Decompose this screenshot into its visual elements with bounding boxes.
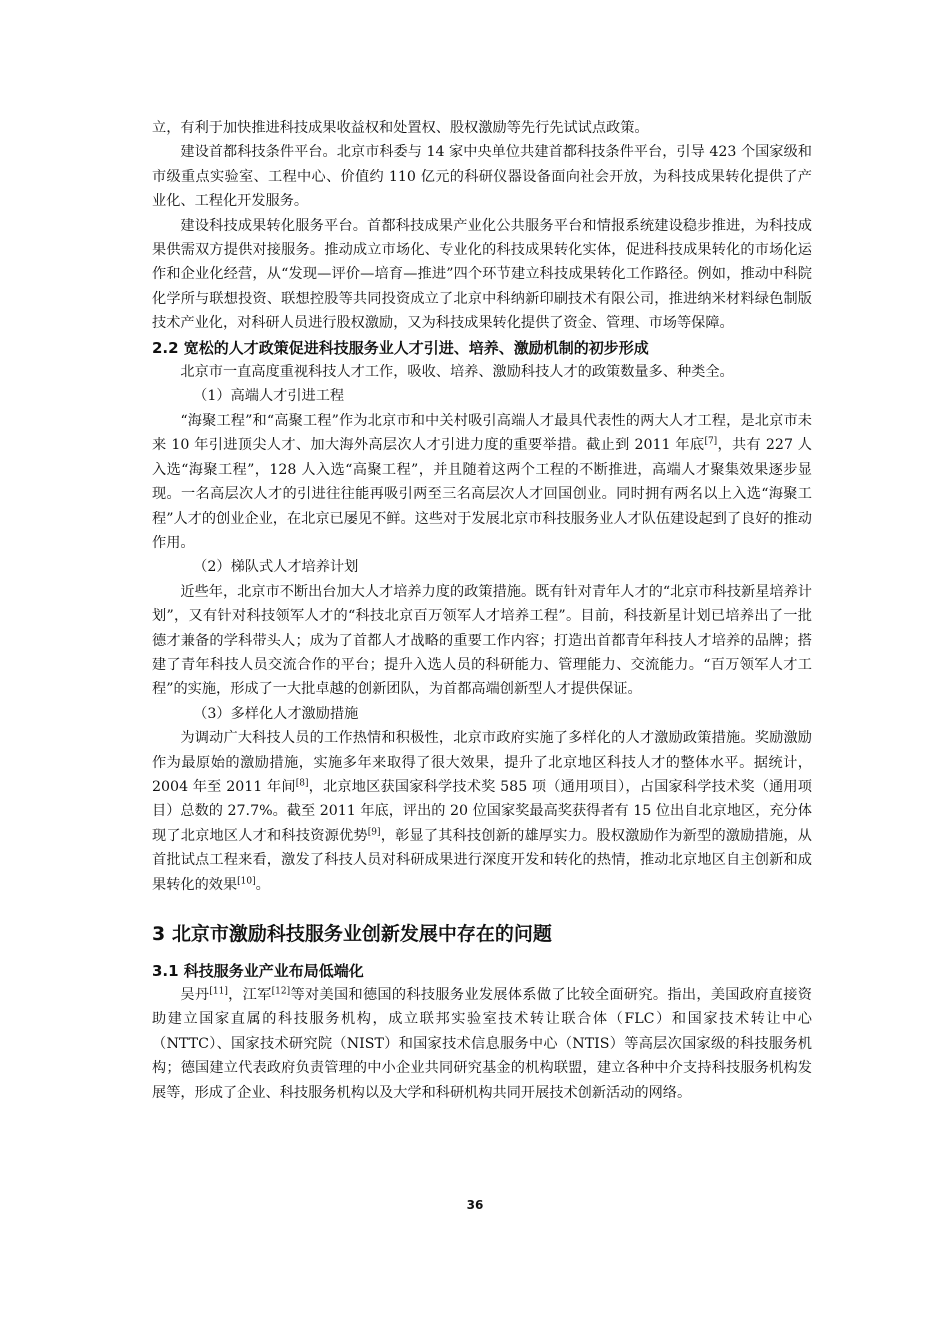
subheading-talent-training: （2）梯队式人才培养计划 bbox=[193, 559, 359, 576]
subheading-talent-incentive: （3）多样化人才激励措施 bbox=[193, 705, 359, 722]
text-segment: 吴丹 bbox=[180, 987, 210, 1003]
section-heading-2-2: 2.2 宽松的人才政策促进科技服务业人才引进、培养、激励机制的初步形成 bbox=[152, 338, 649, 357]
document-body bbox=[152, 116, 812, 1105]
citation-ref: [10] bbox=[237, 875, 256, 886]
text-segment: 为调动广大科技人员的工作热情和积极性，北京市政府实施了多样化的人才激励政策措施。奖励激励作为最原始的激励措施，实施多年来取得了很大效果，提升了北京地区科技人才的整体水平。据统计，2004 年至 2011 年间 bbox=[152, 730, 812, 795]
section-heading-3: 3 北京市激励科技服务业创新发展中存在的问题 bbox=[152, 923, 552, 945]
paragraph-continuation: 立，有利于加快推进科技成果收益权和处置权、股权激励等先行先试试点政策。 bbox=[152, 120, 649, 136]
citation-ref: [12] bbox=[271, 986, 291, 997]
citation-ref: [7] bbox=[704, 436, 718, 447]
paragraph-talent-incentive bbox=[152, 726, 812, 897]
text-segment: ，共有 227 人入选“海聚工程”，128 人入选“高聚工程”，并且随着这两个工程的不断推进，高端人才聚集效果逐步显现。一名高层次人才的引进往往能再吸引两至三名高层次人才回国创业。同时拥有两名以上入选“海聚工程”人才的创业企业，在北京已屡见不鲜。这些对于发展北京市科技服务业人才队伍建设起到了良好的推动作用。 bbox=[152, 437, 812, 551]
page-number: 36 bbox=[466, 1198, 484, 1212]
paragraph-us-germany-comparison bbox=[152, 983, 812, 1105]
text-segment: 等对美国和德国的科技服务业发展体系做了比较全面研究。指出，美国政府直接资助建立国家直属的科技服务机构，成立联邦实验室技术转让联合体（FLC）和国家技术转让中心（NTTC）、国家技术研究院（NIST）和国家技术信息服务中心（NTIS）等高层次国家级的科技服务机构；德国建立代表政府负责管理的中小企业共同研究基金的机构联盟，建立各种中介支持科技服务机构发展等，形成了企业、科技服务机构以及大学和科研机构共同开展技术创新活动的网络。 bbox=[152, 987, 812, 1101]
paragraph-haiju-gaoju bbox=[152, 409, 812, 555]
paragraph-talent-policy-intro: 北京市一直高度重视科技人才工作，吸收、培养、激励科技人才的政策数量多、种类全。 bbox=[180, 364, 734, 381]
paragraph-transfer-service-platform: 建设科技成果转化服务平台。首都科技成果产业化公共服务平台和情报系统建设稳步推进，为科技成果供需双方提供对接服务。推动成立市场化、专业化的科技成果转化实体，促进科技成果转化的市场化运作和企业化经营，从“发现—评价—培育—推进”四个环节建立科技成果转化工作路径。例如，推动中科院化学所与联想投资、联想控股等共同投资成立了北京中科纳新印刷技术有限公司，推进纳米材料绿色制版技术产业化，对科研人员进行股权激励，又为科技成果转化提供了资金、管理、市场等保障。 bbox=[152, 217, 812, 332]
text-segment: ，江军 bbox=[227, 987, 272, 1003]
text-segment: “海聚工程”和“高聚工程”作为北京市和中关村吸引高端人才最具代表性的两大人才工程，是北京市未来 10 年引进顶尖人才、加大海外高层次人才引进力度的重要举措。截止到 2011 年底 bbox=[152, 412, 812, 454]
text-segment: 。 bbox=[255, 876, 270, 893]
subheading-high-end-talent: （1）高端人才引进工程 bbox=[193, 388, 345, 405]
text-segment: ，北京地区获国家科学技术奖 585 项（通用项目），占国家科学技术奖（通用项目）总数的 27.7%。截至 2011 年底，评出的 20 位国家奖最高奖获得者有 15 位出自北京地区，充分体现了北京地区人才和科技资源优势 bbox=[152, 778, 812, 844]
citation-ref: [9] bbox=[367, 827, 381, 838]
citation-ref: [8] bbox=[295, 778, 309, 789]
citation-ref: [11] bbox=[209, 986, 228, 997]
section-heading-3-1: 3.1 科技服务业产业布局低端化 bbox=[152, 962, 364, 980]
text-segment: ，彰显了其科技创新的雄厚实力。股权激励作为新型的激励措施，从首批试点工程来看，激发了科技人员对科研成果进行深度开发和转化的热情，推动北京地区自主创新和成果转化的效果 bbox=[152, 827, 812, 893]
paragraph-science-condition-platform: 建设首都科技条件平台。北京市科委与 14 家中央单位共建首都科技条件平台，引导 423 个国家级和市级重点实验室、工程中心、价值约 110 亿元的科研仪器设备面向社会开放，为科技成果转化提供了产业化、工程化开发服务。 bbox=[152, 144, 812, 210]
paragraph-talent-training: 近些年，北京市不断出台加大人才培养力度的政策措施。既有针对青年人才的“北京市科技新星培养计划”，又有针对科技领军人才的“科技北京百万领军人才培养工程”。目前，科技新星计划已培养出了一批德才兼备的学科带头人；成为了首都人才战略的重要工作内容；打造出首都青年科技人才培养的品牌；搭建了青年科技人员交流合作的平台；提升入选人员的科研能力、管理能力、交流能力。“百万领军人才工程”的实施，形成了一大批卓越的创新团队，为首都高端创新型人才提供保证。 bbox=[152, 583, 812, 698]
